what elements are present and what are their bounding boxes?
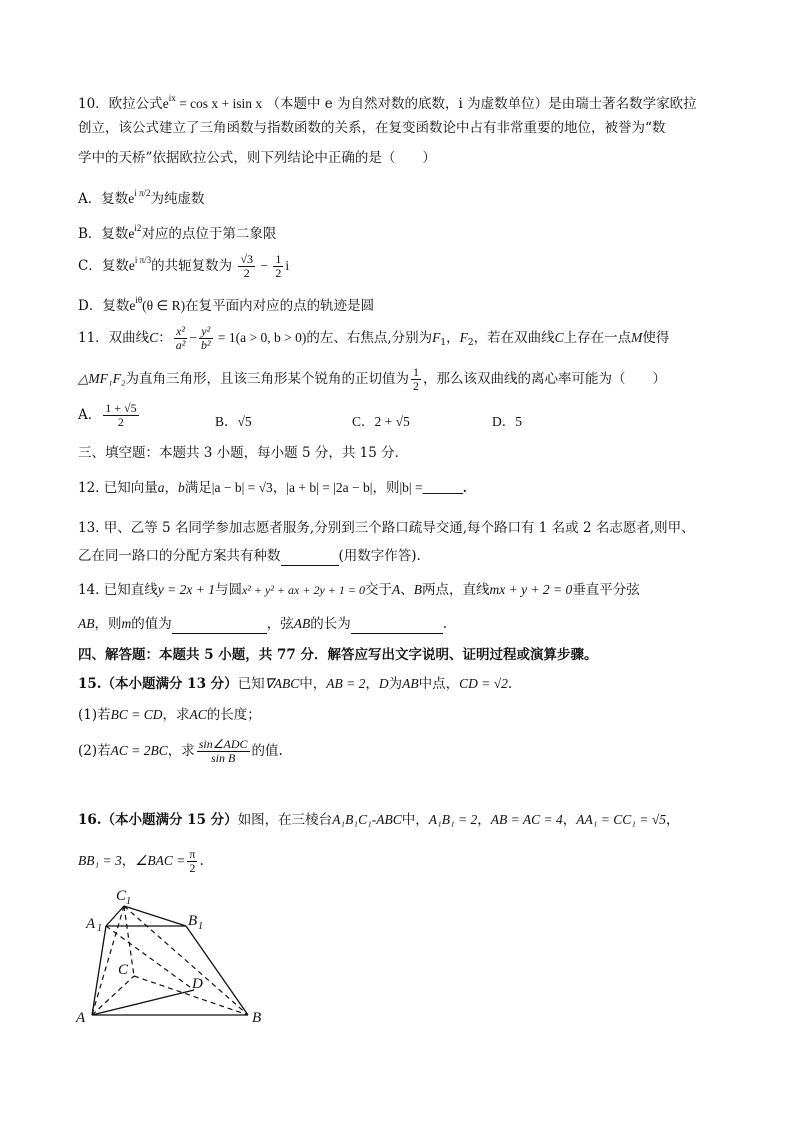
- q14-line1: 14. 已知直线y = 2x + 1与圆x² + y² + ax + 2y + 1 = 0交于A、B两点，直线mx + y + 2 = 0垂直平分弦: [78, 582, 640, 598]
- q14-line2: AB，则m的值为 ，弦AB的长为 .: [78, 616, 448, 632]
- q11-option-d: D．5: [492, 414, 522, 429]
- label-B: B: [252, 1010, 262, 1026]
- label-C1: C: [116, 888, 127, 904]
- q11-option-a: A． $\frac{1 + √5}{2}$: [78, 401, 137, 429]
- q10-option-a: A．复数$e^{i \pi/2}$为纯虚数: [78, 188, 205, 207]
- q10-line3: 学中的天桥”依据欧拉公式，则下列结论中正确的是（ ）: [78, 150, 436, 166]
- q16-line2: BB₁ = 3，∠BAC = $\frac{\pi}{2}$ .: [78, 847, 204, 875]
- edge-B1B: [186, 926, 248, 1015]
- edge-C1B1: [124, 906, 186, 926]
- q14-m-blank: [172, 619, 267, 634]
- q15-part1: (1)若BC = CD，求AC的长度；: [78, 707, 261, 723]
- edge-C1B: [124, 906, 248, 1015]
- q13-line1: 13. 甲、乙等 5 名同学参加志愿者服务,分别到三个路口疏导交通,每个路口有 1 名或 2 名志愿者,则甲、: [78, 520, 695, 536]
- label-D: D: [192, 976, 203, 992]
- svg-text:1: 1: [126, 896, 131, 907]
- q10-option-d: D．复数$e^{i\theta}(\theta$ ∈ R)在复平面内对应的点的轨迹是圆: [78, 295, 375, 314]
- q13-answer-blank: [281, 551, 339, 566]
- q10-line1: 10．欧拉公式$e^{ix} = \cos x + isin$ x （本题中 e 为自然对数的底数，i 为虚数单位）是由瑞士著名数学家欧拉: [78, 93, 697, 112]
- q10-number: 10．欧拉公式: [78, 96, 163, 112]
- edge-AA1: [92, 926, 106, 1015]
- label-B1: B: [188, 913, 198, 929]
- label-C: C: [118, 962, 129, 978]
- q10-option-b: B．复数$e^{i2}$对应的点位于第二象限: [78, 223, 277, 242]
- q14-length-blank: [351, 619, 443, 634]
- q15-line1: 15.（本小题满分 13 分）已知∇ABC中，AB = 2，D为AB中点，CD = √2.: [78, 676, 513, 692]
- q16-line1: 16.（本小题满分 15 分）如图，在三棱台A₁B₁C₁-ABC中，A₁B₁ = 2，AB = AC = 4，AA₁ = CC₁ = √5，: [78, 812, 680, 828]
- q12: 12. 已知向量a，b满足|a − b| = √3，|a + b| = |2a − b|，则|b| =______.: [78, 480, 467, 496]
- euler-formula: $e^{ix} = \cos x + isin$ x: [162, 93, 263, 111]
- edge-CB: [134, 976, 248, 1015]
- q10-line2: 创立，该公式建立了三角函数与指数函数的关系，在复变函数论中占有非常重要的地位，被誉为“数: [78, 120, 666, 136]
- q15-part2: (2)若AC = 2BC，求 $\frac{\text{sin∠ADC}}{\text{sin B}}$ 的值.: [78, 737, 283, 765]
- section-4-heading: 四、解答题：本题共 5 小题，共 77 分．解答应写出文字说明、证明过程或演算步骤。: [78, 647, 598, 663]
- q10-option-c: C．复数$e^{i \pi/3}$的共轭复数为 $\frac{√3}{2}$ − $\frac{1}{2}$ i: [78, 252, 290, 280]
- q11-line2: △MF₁F₂为直角三角形，且该三角形某个锐角的正切值为 $\frac{1}{2}$ ，那么该双曲线的离心率可能为（ ）: [78, 365, 667, 393]
- frustum-figure: [70, 880, 290, 1030]
- label-A1: A: [86, 916, 96, 932]
- svg-text:1: 1: [97, 923, 102, 934]
- section-3-heading: 三、填空题：本题共 3 小题，每小题 5 分，共 15 分．: [78, 445, 409, 461]
- q13-line2: 乙在同一路口的分配方案共有种数 (用数字作答).: [78, 548, 421, 564]
- edge-A1D: [106, 926, 194, 990]
- q11-option-c: C．2 + √5: [352, 414, 410, 429]
- q11-line1: 11．双曲线C： $\frac{\text{x²}}{\text{a²}}$ − $\frac{\text{y²}}{\text{b²}}$ = 1(a > 0, b > 0)的左、右焦点,分别为$F_1$，$F_2$，若在双曲线C上存在一点M使得: [78, 324, 670, 352]
- label-A: A: [76, 1010, 86, 1026]
- svg-text:1: 1: [198, 921, 203, 932]
- edge-AD: [92, 990, 194, 1015]
- q11-option-b: B．√5: [215, 414, 252, 429]
